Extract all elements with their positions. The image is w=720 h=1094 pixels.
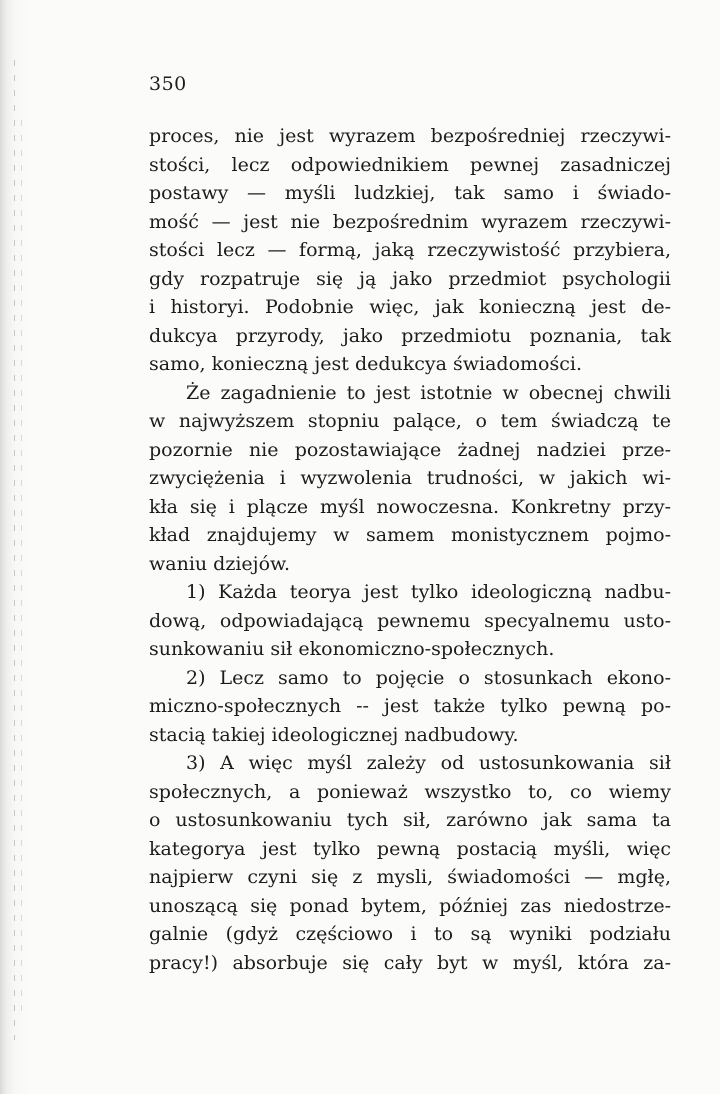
page-number: 350	[149, 73, 187, 95]
text-line: kategorya jest tylko pewną postacią myśli, więc	[149, 837, 671, 860]
text-line: i historyi. Podobnie więc, jak konieczną jest de-	[149, 296, 671, 318]
paragraph-start-line: Że zagadnienie to jest istotnie w obecnej chwili	[186, 381, 671, 404]
text-line: gdy rozpatruje się ją jako przedmiot psychologii	[149, 267, 671, 290]
text-line: miczno-społecznych -- jest także tylko pewną po-	[149, 695, 671, 717]
text-line: proces, nie jest wyrazem bezpośredniej rzeczywi-	[149, 125, 671, 147]
text-line: stości, lecz odpowiednikiem pewnej zasadniczej	[149, 153, 671, 176]
binding-edge-mark	[21, 120, 22, 1020]
paragraph-end-line: samo, konieczną jest dedukcya świadomości.	[149, 353, 582, 375]
paragraph-end-line: stacią takiej ideologicznej nadbudowy.	[149, 723, 519, 746]
paragraph-start-line: 3) A więc myśl zależy od ustosunkowania sił	[186, 752, 671, 774]
text-line: kła się i plącze myśl nowoczesna. Konkretny przy-	[149, 495, 671, 518]
text-line: dukcya przyrody, jako przedmiotu poznania, tak	[149, 324, 671, 347]
page-gutter-shadow	[0, 0, 30, 1094]
text-line: pracy!) absorbuje się cały byt w myśl, która za-	[149, 951, 671, 974]
text-line: pozornie nie pozostawiające żadnej nadziei prze-	[149, 438, 671, 461]
text-line: postawy — myśli ludzkiej, tak samo i świado-	[149, 182, 671, 204]
text-line: unoszącą się ponad bytem, później zas niedostrze-	[149, 894, 671, 917]
paragraph-end-line: waniu dziejów.	[149, 552, 291, 575]
text-line: mość — jest nie bezpośrednim wyrazem rzeczywi-	[149, 210, 671, 233]
text-line: w najwyższem stopniu palące, o tem świadczą te	[149, 410, 671, 432]
paragraph-start-line: 2) Lecz samo to pojęcie o stosunkach ekono-	[186, 666, 671, 689]
text-line: o ustosunkowaniu tych sił, zarówno jak sama ta	[149, 809, 671, 831]
body-text	[149, 122, 671, 977]
text-line: społecznych, a ponieważ wszystko to, co wiemy	[149, 780, 671, 803]
binding-edge-mark	[14, 60, 15, 1040]
text-line: galnie (gdyż częściowo i to są wyniki podziału	[149, 923, 671, 945]
text-line: kład znajdujemy w samem monistycznem pojmo-	[149, 524, 671, 546]
text-line: najpierw czyni się z mysli, świadomości — mgłę,	[149, 866, 671, 888]
text-line: zwyciężenia i wyzwolenia trudności, w jakich wi-	[149, 467, 671, 489]
paragraph-start-line: 1) Każda teorya jest tylko ideologiczną nadbu-	[186, 581, 671, 603]
paragraph-end-line: sunkowaniu sił ekonomiczno-społecznych.	[149, 638, 555, 660]
text-line: dową, odpowiadającą pewnemu specyalnemu usto-	[149, 609, 671, 632]
text-line: stości lecz — formą, jaką rzeczywistość przybiera,	[149, 239, 671, 261]
